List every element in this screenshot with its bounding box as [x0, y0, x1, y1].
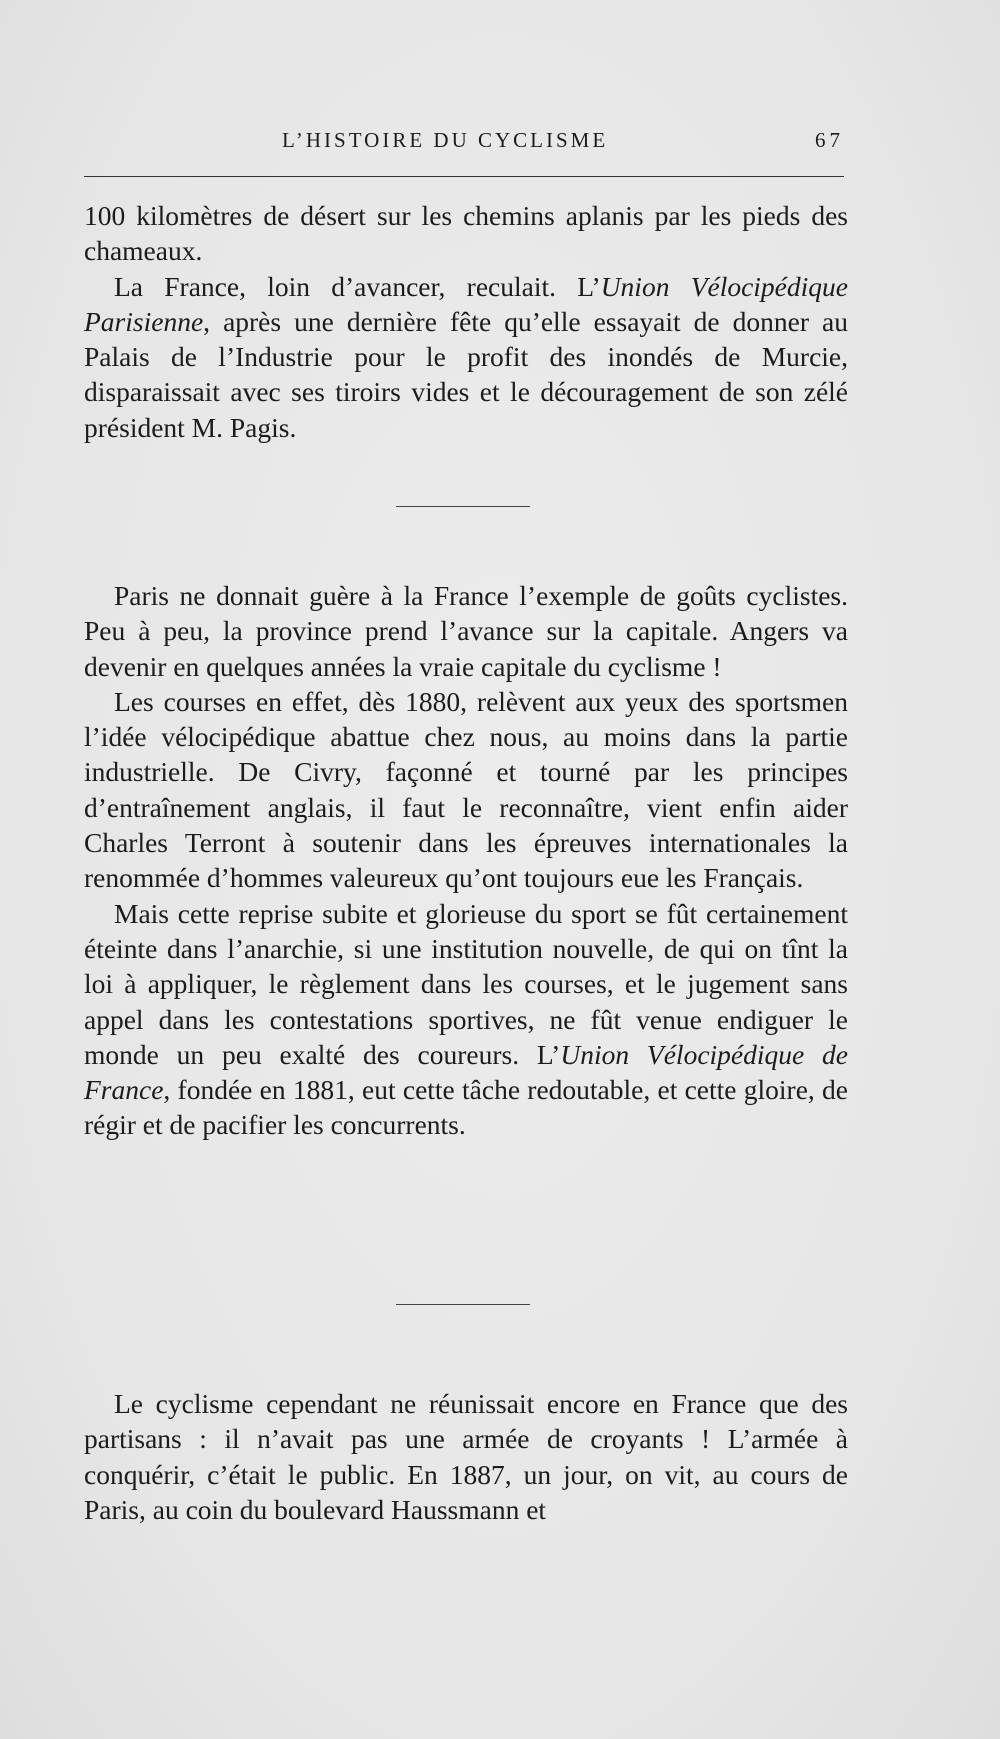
running-title: L’HISTOIRE DU CYCLISME — [282, 128, 609, 152]
section-separator — [396, 1304, 530, 1305]
paragraph-cyclisme: Le cyclisme cependant ne réunissait encore en France que des partisans : il n’avait pas une armée de croyants ! L’armée à conquérir, c’était le public. En 1887, un jour, on vit, au cours de Paris, au coin du boulevard Haussmann et — [84, 1388, 848, 1525]
section-1 — [84, 198, 848, 445]
header-rule — [84, 176, 844, 177]
paragraph-text: La France, loin d’avancer, reculait. L’ — [114, 270, 601, 302]
italic-org-name: Union Vélocipédique Parisienne — [84, 270, 848, 337]
section-3 — [84, 1386, 848, 1527]
running-header — [84, 128, 844, 158]
paragraph-continuation: 100 kilomètres de désert sur les chemins aplanis par les pieds des chameaux. — [84, 200, 848, 267]
paragraph-courses: Les courses en effet, dès 1880, relèvent aux yeux des sportsmen l’idée vélocipédique abattue chez nous, au moins dans la partie industrielle. De Civry, façonné et tourné par les principes d’entraînement anglais, il faut le reconnaître, vient enfin aider Charles Terront à soutenir dans les épreuves internationales la renommée d’hommes valeureux qu’ont toujours eue les Français. — [84, 685, 848, 894]
page-number: 67 — [815, 128, 844, 152]
paragraph-reprise — [84, 896, 848, 1143]
paragraph-text: , après une dernière fête qu’elle essayait de donner au Palais de l’Industrie pour le profit des inondés de Murcie, disparaissait avec ses tiroirs vides et le découragement de son zélé président M. Pagis. — [84, 305, 848, 443]
italic-org-name: Union Vélocipédique de France — [84, 1038, 849, 1106]
paragraph-union-parisienne — [84, 269, 848, 445]
section-separator — [396, 506, 530, 507]
paragraph-text: Mais cette reprise subite et glorieuse du sport se fût certainement éteinte dans l’anarchie, si une institution nouvelle, de qui on tînt la loi à appliquer, le règlement dans les courses, et le jugement sans appel dans les contestations sportives, ne fût venue endiguer le monde un peu exalté des coureurs. L’ — [84, 897, 848, 1070]
paragraph-paris: Paris ne donnait guère à la France l’exemple de goûts cyclistes. Peu à peu, la province prend l’avance sur la capitale. Angers va devenir en quelques années la vraie capitale du cyclisme ! — [84, 580, 848, 682]
paragraph-text: , fondée en 1881, eut cette tâche redoutable, et cette gloire, de régir et de pacifier les concurrents. — [84, 1074, 848, 1141]
section-2 — [84, 578, 848, 1143]
